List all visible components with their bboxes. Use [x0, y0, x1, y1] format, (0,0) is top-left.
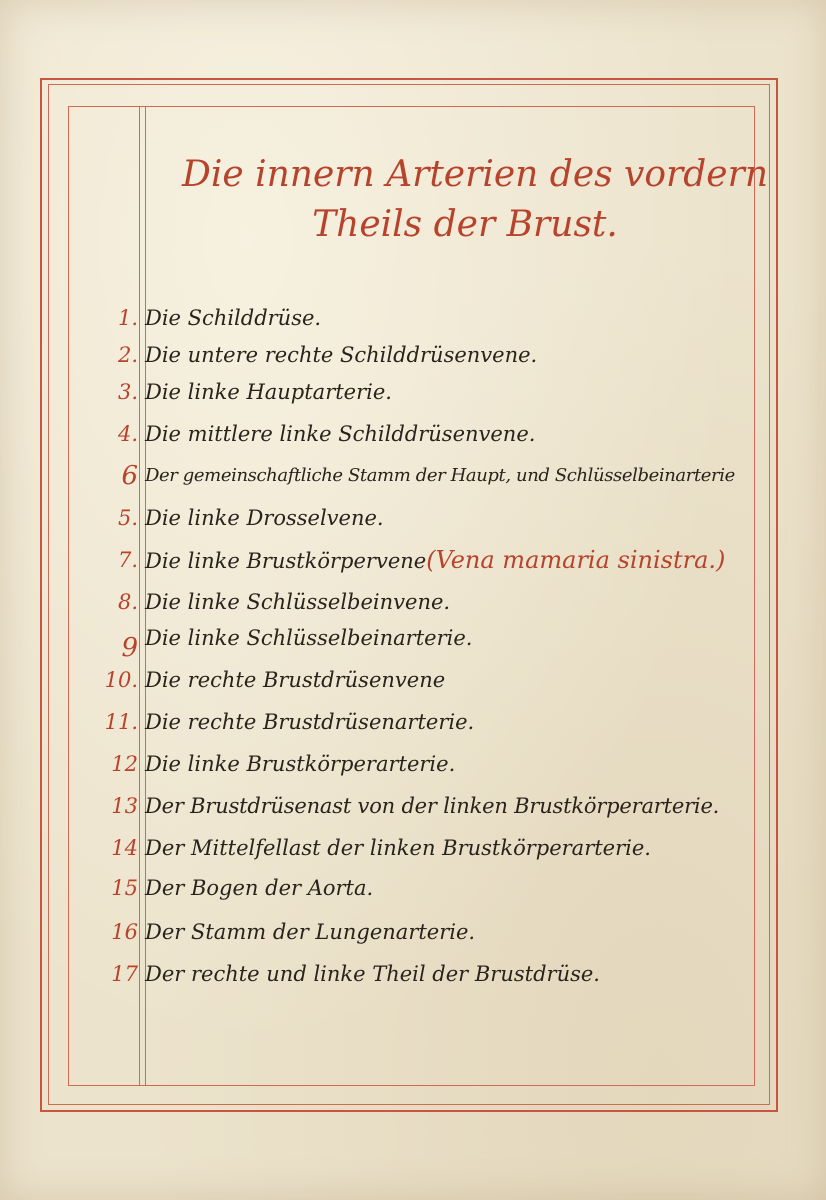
list-item	[0, 746, 826, 782]
list-item	[0, 300, 826, 336]
item-text: Die Schilddrüse.	[145, 306, 322, 330]
item-text-latin: (Vena mamaria sinistra.)	[426, 546, 726, 574]
item-text: Der Brustdrüsenast von der linken Brustkörperarterie.	[145, 794, 720, 818]
item-number: 16	[111, 920, 138, 944]
item-number: 12	[111, 752, 138, 776]
item-text: Der Stamm der Lungenarterie.	[145, 920, 476, 944]
item-number: 7.	[117, 548, 138, 572]
item-text: Die linke Schlüsselbeinarterie.	[145, 626, 473, 650]
item-text: Die untere rechte Schilddrüsenvene.	[145, 343, 538, 367]
item-text: Der Bogen der Aorta.	[145, 876, 374, 900]
list-item	[0, 458, 826, 494]
item-number: 1.	[117, 306, 138, 330]
item-number: 3.	[117, 380, 138, 404]
list-item	[0, 956, 826, 992]
item-number: 10.	[104, 668, 138, 692]
list-item	[0, 914, 826, 950]
list-item	[0, 584, 826, 620]
item-number: 5.	[117, 506, 138, 530]
item-number: 6	[121, 461, 138, 491]
item-text-german: Die linke Brustkörpervene	[145, 549, 427, 573]
list-item	[0, 542, 826, 578]
list-item	[0, 830, 826, 866]
item-text	[145, 542, 725, 579]
item-number: 9	[121, 633, 138, 663]
page-title	[150, 150, 800, 250]
title-line-1: Die innern Arterien des vordern	[181, 154, 769, 195]
item-number: 8.	[117, 590, 138, 614]
item-text: Die mittlere linke Schilddrüsenvene.	[145, 422, 536, 446]
item-number: 4.	[117, 422, 138, 446]
list-item	[0, 500, 826, 536]
item-number: 15	[111, 876, 138, 900]
item-text: Die linke Hauptarterie.	[145, 380, 392, 404]
list-item	[0, 788, 826, 824]
title-line-2: Theils der Brust.	[312, 204, 618, 245]
item-text: Die linke Drosselvene.	[145, 506, 384, 530]
list-item	[0, 374, 826, 410]
list-item	[0, 620, 826, 663]
list-item	[0, 662, 826, 698]
item-text: Die rechte Brustdrüsenarterie.	[145, 710, 475, 734]
item-number: 13	[111, 794, 138, 818]
list-item	[0, 416, 826, 452]
item-text: Der Mittelfellast der linken Brustkörperarterie.	[145, 836, 651, 860]
item-text: Der gemeinschaftliche Stamm der Haupt, und Schlüsselbeinarterie	[145, 465, 735, 486]
item-text: Der rechte und linke Theil der Brustdrüse.	[145, 962, 600, 986]
item-text: Die linke Brustkörperarterie.	[145, 752, 456, 776]
item-number: 14	[111, 836, 138, 860]
list-item	[0, 870, 826, 906]
item-number: 2.	[117, 343, 138, 367]
item-number: 11.	[104, 710, 138, 734]
list-item	[0, 704, 826, 740]
item-number: 17	[111, 962, 138, 986]
list-item	[0, 337, 826, 373]
item-text: Die linke Schlüsselbeinvene.	[145, 590, 451, 614]
item-text: Die rechte Brustdrüsenvene	[145, 668, 446, 692]
